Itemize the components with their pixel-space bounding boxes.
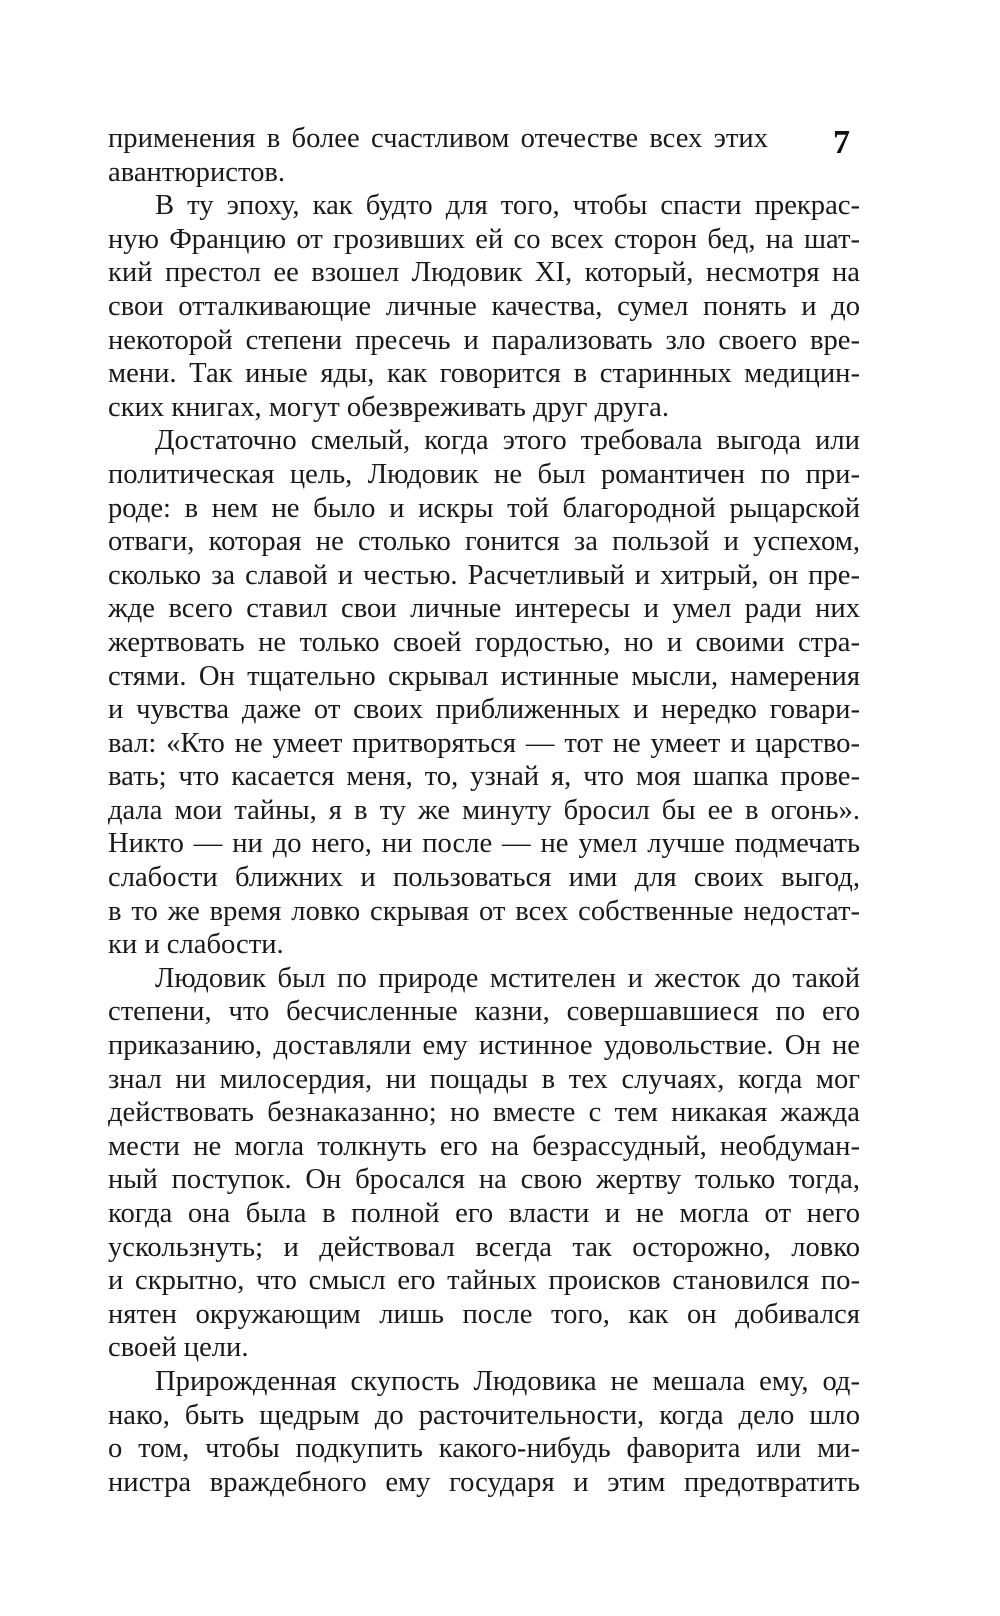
- text-line: нятен окружающим лишь после того, как он добивался: [108, 1298, 860, 1330]
- text-line: ских книгах, могут обезвреживать друг друга.: [108, 391, 669, 423]
- text-line: нако, быть щедрым до расточительности, когда дело шло: [108, 1399, 860, 1431]
- text-line: Никто — ни до него, ни после — не умел лучше подмечать: [108, 828, 860, 860]
- text-line: своей цели.: [108, 1332, 249, 1364]
- text-line: когда она была в полной его власти и не могла от него: [108, 1198, 860, 1229]
- text-line: ки и слабости.: [108, 929, 284, 961]
- text-line: Достаточно смелый, когда этого требовала выгода или: [155, 425, 860, 457]
- text-line: применения в более счастливом отечестве всех этих: [108, 123, 768, 154]
- text-line: в то же время ловко скрывая от всех собственные недостат-: [108, 895, 860, 927]
- body-text: [108, 122, 860, 1499]
- text-line: вал: «Кто не умеет притворяться — тот не умеет и царство-: [108, 727, 860, 759]
- paragraph: [108, 424, 860, 962]
- text-line: авантюристов.: [108, 156, 286, 188]
- text-line: приказанию, доставляли ему истинное удовольствие. Он не: [108, 1030, 860, 1062]
- text-line: жде всего ставил свои личные интересы и умел ради них: [108, 593, 860, 625]
- text-line: о том, чтобы подкупить какого-нибудь фаворита или ми-: [108, 1433, 860, 1465]
- paragraph: [108, 1365, 860, 1499]
- text-line: действовать безнаказанно; но вместе с тем никакая жажда: [108, 1097, 860, 1129]
- text-line: знал ни милосердия, ни пощады в тех случаях, когда мог: [108, 1063, 860, 1095]
- text-line: ную Францию от грозивших ей со всех сторон бед, на шат-: [108, 223, 860, 255]
- text-line: некоторой степени пресечь и парализовать зло своего вре-: [108, 324, 860, 356]
- text-line: сколько за славой и честью. Расчетливый и хитрый, он пре-: [108, 559, 860, 591]
- text-line: стями. Он тщательно скрывал истинные мысли, намерения: [108, 660, 860, 692]
- text-line: кий престол ее взошел Людовик XI, который, несмотря на: [108, 257, 860, 289]
- text-line: мести не могла толкнуть его на безрассудный, необдуман-: [108, 1130, 860, 1162]
- text-line: и скрытно, что смысл его тайных происков становился по-: [108, 1265, 860, 1297]
- text-line: политическая цель, Людовик не был романтичен по при-: [108, 458, 860, 490]
- paragraph: [108, 122, 860, 189]
- text-line: мени. Так иные яды, как говорится в старинных медицин-: [108, 358, 860, 390]
- text-line: ный поступок. Он бросался на свою жертву только тогда,: [108, 1164, 860, 1196]
- text-line: В ту эпоху, как будто для того, чтобы спасти прекрас-: [155, 190, 860, 222]
- text-line: вать; что касается меня, то, узнай я, что моя шапка прове-: [108, 761, 860, 793]
- paragraph: [108, 962, 860, 1365]
- text-line: слабости ближних и пользоваться ими для своих выгод,: [108, 862, 860, 894]
- page-number: 7: [833, 124, 850, 161]
- text-line: дала мои тайны, я в ту же минуту бросил бы ее в огонь».: [108, 794, 860, 826]
- text-line: свои отталкивающие личные качества, сумел понять и до: [108, 290, 860, 322]
- text-line: ускользнуть; и действовал всегда так осторожно, ловко: [108, 1231, 860, 1263]
- text-line: жертвовать не только своей гордостью, но и своими стра-: [108, 626, 860, 658]
- text-line: роде: в нем не было и искры той благородной рыцарской: [108, 492, 860, 524]
- text-line: и чувства даже от своих приближенных и нередко говари-: [108, 694, 860, 726]
- text-line: Людовик был по природе мстителен и жесток до такой: [155, 962, 860, 994]
- text-line: отваги, которая не столько гонится за пользой и успехом,: [108, 526, 860, 558]
- text-line: нистра враждебного ему государя и этим предотвратить: [108, 1466, 860, 1498]
- paragraph: [108, 189, 860, 424]
- text-line: степени, что бесчисленные казни, совершавшиеся по его: [108, 996, 860, 1028]
- text-line: Прирожденная скупость Людовика не мешала ему, од-: [155, 1365, 860, 1397]
